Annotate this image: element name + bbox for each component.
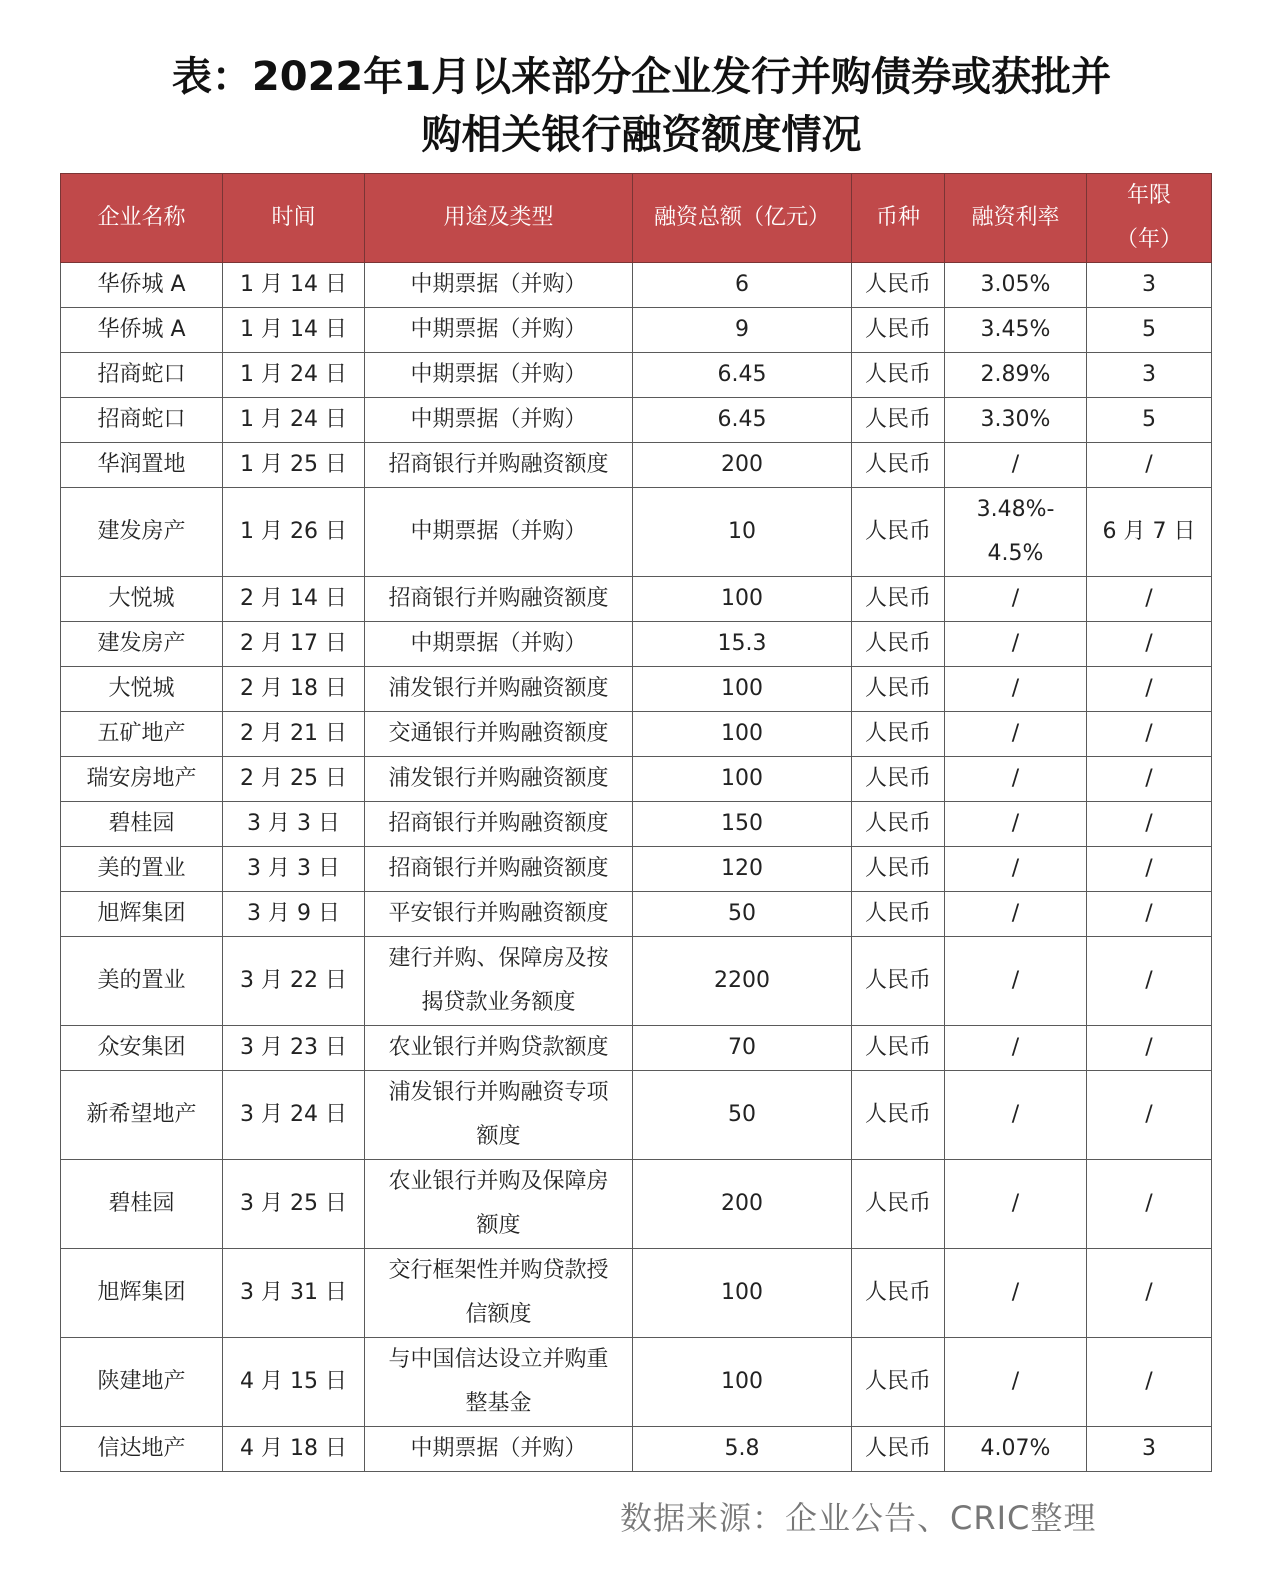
table-row xyxy=(61,1160,1212,1249)
cell-amount: 10 xyxy=(633,488,852,577)
cell-term: / xyxy=(1087,847,1212,892)
cell-usage-line: 信额度 xyxy=(465,1302,532,1327)
cell-rate: / xyxy=(945,1160,1087,1249)
table-row xyxy=(61,443,1212,488)
header-currency: 币种 xyxy=(852,174,945,263)
cell-date: 1 月 14 日 xyxy=(223,263,365,308)
table-row xyxy=(61,667,1212,712)
header-rate: 融资利率 xyxy=(945,174,1087,263)
cell-amount: 100 xyxy=(633,1249,852,1338)
cell-currency: 人民币 xyxy=(852,622,945,667)
cell-term: / xyxy=(1087,577,1212,622)
table-row xyxy=(61,847,1212,892)
cell-rate: / xyxy=(945,1338,1087,1427)
table-row xyxy=(61,308,1212,353)
table-row xyxy=(61,622,1212,667)
cell-currency: 人民币 xyxy=(852,892,945,937)
cell-rate: 2.89% xyxy=(945,353,1087,398)
cell-usage: 中期票据（并购） xyxy=(365,263,633,308)
cell-amount: 200 xyxy=(633,1160,852,1249)
cell-date: 4 月 18 日 xyxy=(223,1427,365,1472)
cell-date: 3 月 23 日 xyxy=(223,1026,365,1071)
cell-usage: 中期票据（并购） xyxy=(365,1427,633,1472)
cell-usage xyxy=(365,937,633,1026)
cell-usage: 平安银行并购融资额度 xyxy=(365,892,633,937)
source-note: 数据来源：企业公告、CRIC整理 xyxy=(620,1499,1097,1537)
cell-company: 旭辉集团 xyxy=(61,892,223,937)
cell-usage: 招商银行并购融资额度 xyxy=(365,847,633,892)
cell-usage: 中期票据（并购） xyxy=(365,622,633,667)
cell-date: 1 月 26 日 xyxy=(223,488,365,577)
cell-usage xyxy=(365,1249,633,1338)
cell-usage: 浦发银行并购融资额度 xyxy=(365,757,633,802)
cell-currency: 人民币 xyxy=(852,1427,945,1472)
cell-date: 4 月 15 日 xyxy=(223,1338,365,1427)
cell-company: 新希望地产 xyxy=(61,1071,223,1160)
cell-currency: 人民币 xyxy=(852,712,945,757)
table-row xyxy=(61,757,1212,802)
table-row xyxy=(61,802,1212,847)
cell-usage-line: 与中国信达设立并购重 xyxy=(388,1347,609,1372)
header-term-line-1: 年限 xyxy=(1126,183,1171,208)
cell-usage: 中期票据（并购） xyxy=(365,488,633,577)
cell-amount: 100 xyxy=(633,712,852,757)
cell-company: 华侨城 A xyxy=(61,308,223,353)
cell-company: 华侨城 A xyxy=(61,263,223,308)
cell-amount: 6.45 xyxy=(633,353,852,398)
title-line-2: 购相关银行融资额度情况 xyxy=(421,112,862,158)
cell-rate: 3.30% xyxy=(945,398,1087,443)
cell-term: / xyxy=(1087,1338,1212,1427)
header-amount: 融资总额（亿元） xyxy=(633,174,852,263)
cell-currency: 人民币 xyxy=(852,802,945,847)
cell-rate: / xyxy=(945,712,1087,757)
cell-amount: 15.3 xyxy=(633,622,852,667)
table-row xyxy=(61,1427,1212,1472)
cell-term: / xyxy=(1087,1249,1212,1338)
cell-rate: / xyxy=(945,443,1087,488)
cell-amount: 6 xyxy=(633,263,852,308)
table-row xyxy=(61,398,1212,443)
table-row xyxy=(61,577,1212,622)
cell-usage-line: 建行并购、保障房及按 xyxy=(388,946,609,971)
table-header-row xyxy=(61,174,1212,263)
cell-usage: 浦发银行并购融资额度 xyxy=(365,667,633,712)
cell-currency: 人民币 xyxy=(852,1338,945,1427)
cell-term: 6 月 7 日 xyxy=(1087,488,1212,577)
header-term xyxy=(1087,174,1212,263)
cell-company: 碧桂园 xyxy=(61,1160,223,1249)
cell-usage xyxy=(365,1160,633,1249)
cell-company: 招商蛇口 xyxy=(61,353,223,398)
cell-currency: 人民币 xyxy=(852,667,945,712)
cell-company: 建发房产 xyxy=(61,622,223,667)
table-row xyxy=(61,1249,1212,1338)
cell-term: / xyxy=(1087,443,1212,488)
cell-usage: 招商银行并购融资额度 xyxy=(365,443,633,488)
table-body xyxy=(61,263,1212,1472)
cell-usage xyxy=(365,1338,633,1427)
cell-usage: 招商银行并购融资额度 xyxy=(365,802,633,847)
cell-term: / xyxy=(1087,892,1212,937)
cell-usage: 中期票据（并购） xyxy=(365,353,633,398)
cell-usage-line: 浦发银行并购融资专项 xyxy=(388,1080,609,1105)
header-usage: 用途及类型 xyxy=(365,174,633,263)
header-company: 企业名称 xyxy=(61,174,223,263)
cell-currency: 人民币 xyxy=(852,263,945,308)
cell-rate xyxy=(945,488,1087,577)
cell-company: 招商蛇口 xyxy=(61,398,223,443)
cell-date: 3 月 31 日 xyxy=(223,1249,365,1338)
cell-currency: 人民币 xyxy=(852,353,945,398)
cell-rate: / xyxy=(945,622,1087,667)
cell-date: 1 月 14 日 xyxy=(223,308,365,353)
cell-usage-line: 农业银行并购及保障房 xyxy=(388,1169,609,1194)
table-row xyxy=(61,937,1212,1026)
cell-company: 碧桂园 xyxy=(61,802,223,847)
cell-currency: 人民币 xyxy=(852,1249,945,1338)
cell-currency: 人民币 xyxy=(852,1026,945,1071)
table-row xyxy=(61,1071,1212,1160)
cell-term: / xyxy=(1087,802,1212,847)
cell-usage-line: 额度 xyxy=(476,1124,521,1149)
cell-usage-line: 交行框架性并购贷款授 xyxy=(388,1258,609,1283)
cell-rate: 4.07% xyxy=(945,1427,1087,1472)
cell-term: / xyxy=(1087,1071,1212,1160)
cell-amount: 70 xyxy=(633,1026,852,1071)
cell-rate-line: 4.5% xyxy=(987,541,1044,566)
cell-company: 众安集团 xyxy=(61,1026,223,1071)
table-row xyxy=(61,353,1212,398)
cell-term: 3 xyxy=(1087,263,1212,308)
cell-term: 3 xyxy=(1087,1427,1212,1472)
cell-rate: / xyxy=(945,577,1087,622)
cell-company: 大悦城 xyxy=(61,577,223,622)
cell-amount: 50 xyxy=(633,1071,852,1160)
cell-company: 信达地产 xyxy=(61,1427,223,1472)
cell-usage-line: 整基金 xyxy=(465,1391,532,1416)
header-date: 时间 xyxy=(223,174,365,263)
cell-rate: / xyxy=(945,667,1087,712)
cell-company: 陕建地产 xyxy=(61,1338,223,1427)
cell-currency: 人民币 xyxy=(852,398,945,443)
cell-rate: / xyxy=(945,892,1087,937)
cell-rate: / xyxy=(945,937,1087,1026)
cell-term: 5 xyxy=(1087,308,1212,353)
cell-currency: 人民币 xyxy=(852,1071,945,1160)
cell-amount: 150 xyxy=(633,802,852,847)
cell-rate: / xyxy=(945,757,1087,802)
cell-usage: 交通银行并购融资额度 xyxy=(365,712,633,757)
cell-date: 1 月 25 日 xyxy=(223,443,365,488)
cell-amount: 100 xyxy=(633,577,852,622)
cell-date: 2 月 18 日 xyxy=(223,667,365,712)
cell-company: 美的置业 xyxy=(61,937,223,1026)
cell-rate: / xyxy=(945,1249,1087,1338)
cell-usage xyxy=(365,1071,633,1160)
cell-currency: 人民币 xyxy=(852,1160,945,1249)
cell-currency: 人民币 xyxy=(852,937,945,1026)
cell-amount: 5.8 xyxy=(633,1427,852,1472)
cell-amount: 200 xyxy=(633,443,852,488)
cell-rate: 3.05% xyxy=(945,263,1087,308)
cell-company: 瑞安房地产 xyxy=(61,757,223,802)
cell-rate: / xyxy=(945,1071,1087,1160)
cell-term: 5 xyxy=(1087,398,1212,443)
table-row xyxy=(61,712,1212,757)
cell-date: 3 月 24 日 xyxy=(223,1071,365,1160)
cell-term: / xyxy=(1087,757,1212,802)
cell-date: 1 月 24 日 xyxy=(223,353,365,398)
cell-term: / xyxy=(1087,667,1212,712)
cell-usage-line: 额度 xyxy=(476,1213,521,1238)
cell-amount: 100 xyxy=(633,667,852,712)
cell-date: 3 月 22 日 xyxy=(223,937,365,1026)
cell-amount: 9 xyxy=(633,308,852,353)
header-term-line-2: （年） xyxy=(1115,227,1182,252)
cell-date: 2 月 25 日 xyxy=(223,757,365,802)
cell-amount: 6.45 xyxy=(633,398,852,443)
cell-amount: 50 xyxy=(633,892,852,937)
cell-amount: 120 xyxy=(633,847,852,892)
cell-currency: 人民币 xyxy=(852,757,945,802)
cell-currency: 人民币 xyxy=(852,488,945,577)
cell-company: 旭辉集团 xyxy=(61,1249,223,1338)
table-row xyxy=(61,1338,1212,1427)
page-title xyxy=(0,48,1283,164)
cell-currency: 人民币 xyxy=(852,847,945,892)
cell-company: 大悦城 xyxy=(61,667,223,712)
cell-date: 3 月 3 日 xyxy=(223,802,365,847)
cell-term: / xyxy=(1087,712,1212,757)
cell-date: 3 月 3 日 xyxy=(223,847,365,892)
cell-date: 2 月 14 日 xyxy=(223,577,365,622)
cell-company: 华润置地 xyxy=(61,443,223,488)
cell-rate: / xyxy=(945,847,1087,892)
cell-usage: 农业银行并购贷款额度 xyxy=(365,1026,633,1071)
cell-rate: 3.45% xyxy=(945,308,1087,353)
cell-term: / xyxy=(1087,937,1212,1026)
cell-currency: 人民币 xyxy=(852,577,945,622)
financing-table xyxy=(60,173,1212,1472)
cell-term: / xyxy=(1087,622,1212,667)
cell-usage: 招商银行并购融资额度 xyxy=(365,577,633,622)
cell-rate: / xyxy=(945,802,1087,847)
cell-rate-line: 3.48%- xyxy=(976,497,1055,522)
cell-term: 3 xyxy=(1087,353,1212,398)
table-row xyxy=(61,1026,1212,1071)
cell-term: / xyxy=(1087,1026,1212,1071)
cell-amount: 100 xyxy=(633,757,852,802)
cell-currency: 人民币 xyxy=(852,443,945,488)
table-row xyxy=(61,263,1212,308)
cell-rate: / xyxy=(945,1026,1087,1071)
cell-amount: 100 xyxy=(633,1338,852,1427)
title-line-1: 表：2022年1月以来部分企业发行并购债券或获批并 xyxy=(171,54,1112,100)
cell-company: 美的置业 xyxy=(61,847,223,892)
cell-company: 建发房产 xyxy=(61,488,223,577)
cell-date: 1 月 24 日 xyxy=(223,398,365,443)
cell-date: 2 月 17 日 xyxy=(223,622,365,667)
cell-term: / xyxy=(1087,1160,1212,1249)
cell-usage: 中期票据（并购） xyxy=(365,308,633,353)
cell-usage-line: 揭贷款业务额度 xyxy=(421,990,576,1015)
cell-company: 五矿地产 xyxy=(61,712,223,757)
cell-date: 2 月 21 日 xyxy=(223,712,365,757)
table-row xyxy=(61,488,1212,577)
cell-date: 3 月 25 日 xyxy=(223,1160,365,1249)
table-row xyxy=(61,892,1212,937)
cell-amount: 2200 xyxy=(633,937,852,1026)
cell-date: 3 月 9 日 xyxy=(223,892,365,937)
cell-usage: 中期票据（并购） xyxy=(365,398,633,443)
cell-currency: 人民币 xyxy=(852,308,945,353)
